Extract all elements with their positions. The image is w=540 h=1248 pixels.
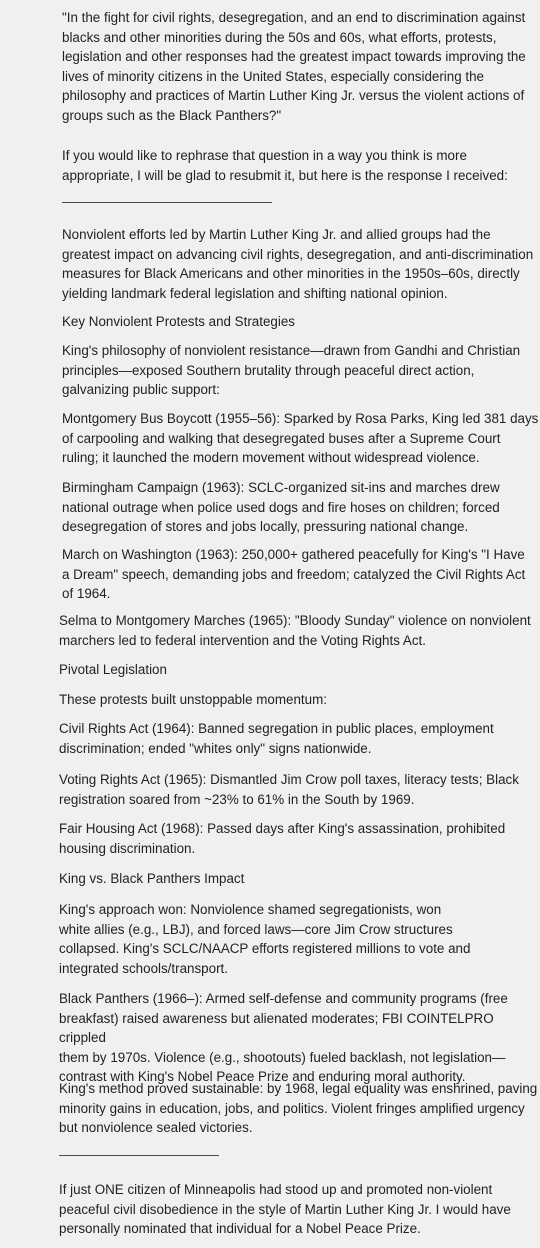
separator-line-bottom xyxy=(59,1155,219,1156)
heading-legislation: Pivotal Legislation xyxy=(59,662,167,677)
selma-paragraph: Selma to Montgomery Marches (1965): "Bloody Sunday" violence on nonviolent marchers led to federal intervention and the Voting Rights Act. xyxy=(59,613,531,648)
philosophy-paragraph: King's philosophy of nonviolent resistance—drawn from Gandhi and Christian principles—exposed Southern brutality through peaceful direct action, galvanizing public support: xyxy=(62,343,521,397)
heading-protests: Key Nonviolent Protests and Strategies xyxy=(62,314,295,329)
king-approach-paragraph: King's approach won: Nonviolence shamed segregationists, won white allies (e.g., LBJ), and forced laws—core Jim Crow structures collapsed. King's SCLC/NAACP efforts registered millions to vote and integrated schools/transport. xyxy=(59,902,471,976)
heading-impact: King vs. Black Panthers Impact xyxy=(59,871,245,886)
closing-paragraph: If just ONE citizen of Minneapolis had stood up and promoted non-violent peaceful civil disobedience in the style of Martin Luther King Jr. I would have personally nominated that individual for a Nobel Peace Prize. xyxy=(59,1182,511,1236)
quoted-question: "In the fight for civil rights, desegregation, and an end to discrimination against blacks and other minorities during the 50s and 60s, what efforts, protests, legislation and other responses had the greatest impact towards improving the lives of minority citizens in the United States, especially considering the philosophy and practices of Martin Luther King Jr. versus the violent actions of groups such as the Black Panthers?" xyxy=(62,10,526,123)
black-panthers-paragraph: Black Panthers (1966–): Armed self-defense and community programs (free breakfast) raised awareness but alienated moderates; FBI COINTELPRO crippled them by 1970s. Violence (e.g., shootouts) fueled backlash, not legislation— contrast with King's Nobel Peace Prize and enduring moral authority. xyxy=(59,991,508,1084)
momentum-paragraph: These protests built unstoppable momentum: xyxy=(59,692,327,707)
separator-line-top xyxy=(62,202,272,203)
conclusion-paragraph: King's method proved sustainable: by 1968, legal equality was enshrined, paving minority gains in education, jobs, and politics. Violent fringes amplified urgency but nonviolence sealed victories. xyxy=(59,1081,538,1135)
response-intro: Nonviolent efforts led by Martin Luther King Jr. and allied groups had the greatest impact on advancing civil rights, desegregation, and anti-discrimination measures for Black Americans and other minorities in the 1950s–60s, directly yielding landmark federal legislation and shifting national opinion. xyxy=(62,227,534,301)
montgomery-paragraph: Montgomery Bus Boycott (1955–56): Sparked by Rosa Parks, King led 381 days of carpooling and walking that desegregated buses after a Supreme Court ruling; it launched the modern movement without widespread violence. xyxy=(62,411,539,465)
voting-rights-act-paragraph: Voting Rights Act (1965): Dismantled Jim Crow poll taxes, literacy tests; Black registration soared from ~23% to 61% in the South by 1969. xyxy=(59,772,519,807)
birmingham-paragraph: Birmingham Campaign (1963): SCLC-organized sit-ins and marches drew national outrage when police used dogs and fire hoses on children; forced desegregation of stores and jobs locally, pressuring national change. xyxy=(62,480,500,534)
fair-housing-act-paragraph: Fair Housing Act (1968): Passed days after King's assassination, prohibited housing discrimination. xyxy=(59,821,506,856)
rephrase-note: If you would like to rephrase that question in a way you think is more appropriate, I will be glad to resubmit it, but here is the response I received: xyxy=(62,148,508,183)
march-on-washington-paragraph: March on Washington (1963): 250,000+ gathered peacefully for King's "I Have a Dream" speech, demanding jobs and freedom; catalyzed the Civil Rights Act of 1964. xyxy=(62,547,526,601)
civil-rights-act-paragraph: Civil Rights Act (1964): Banned segregation in public places, employment discrimination; ended "whites only" signs nationwide. xyxy=(59,721,494,756)
